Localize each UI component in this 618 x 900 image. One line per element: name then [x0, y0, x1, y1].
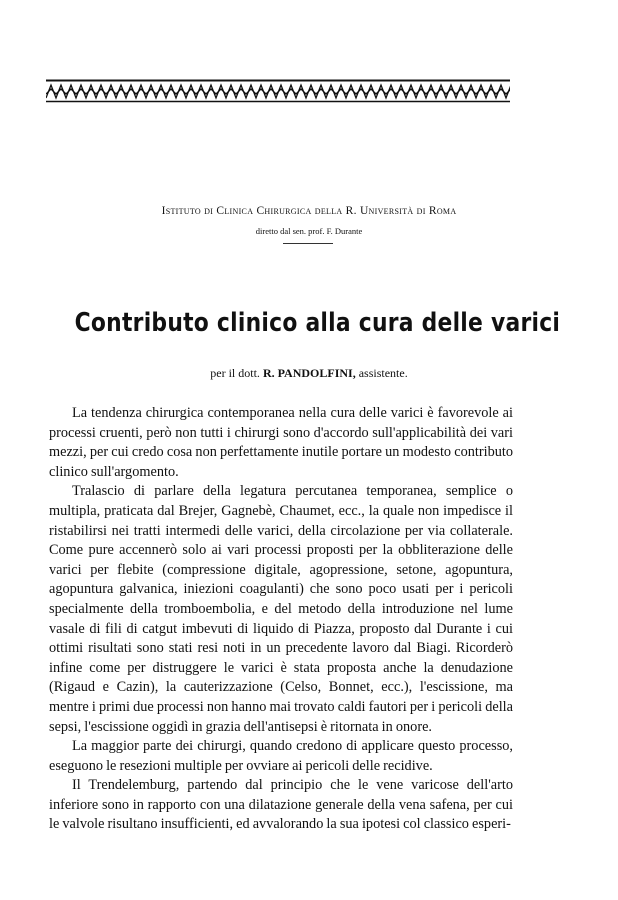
article-body — [49, 404, 513, 835]
institute-header: Istituto di Clinica Chirurgica della R. Università di Roma — [161, 205, 457, 217]
author-role: assistente. — [358, 366, 408, 380]
paragraph-2: Tralascio di parlare della legatura percutanea temporanea, semplice o multipla, praticata dal Brejer, Gagnebè, Chaumet, ecc., la quale non impedisce il ristabilirsi nei tratti intermedi delle varici, della circolazione per via collaterale. Come pure accennerò solo ai vari processi proposti per la obbliterazione delle varici per flebite (compressione digitale, agopressione, setone, agopuntura, agopuntura galvanica, iniezioni coagulanti) che sono poco usati per i pericoli specialmente della tromboembolia, e del metodo della introduzione nel lume vasale di fili di catgut imbevuti di liquido di Piazza, proposto dal Durante i cui ottimi risultati sono stati resi noti in un precedente lavoro dal Biagi. Ricorderò infine come per distruggere le varici è stata proposta anche la denudazione (Rigaud e Cazin), la cauterizzazione (Celso, Bonnet, ecc.), l'escissione, ma mentre i primi due processi non hanno mai trovato caldi fautori per i pericoli della sepsi, l'escissione oggidì in grazia dell'antisepsi è ritornata in onore. — [49, 483, 513, 735]
director-line: diretto dal sen. prof. F. Durante — [255, 226, 363, 236]
paragraph-3: La maggior parte dei chirurgi, quando credono di applicare questo processo, eseguono le resezioni multiple per ovviare ai pericoli delle recidive. — [49, 738, 513, 774]
author-line — [60, 366, 558, 381]
paragraph-4: Il Trendelemburg, partendo dal principio che le vene varicose dell'arto inferiore sono in rapporto con una dilatazione generale della vena safena, per cui le valvole risultano insufficienti, ed avvalorando la sua ipotesi col classico esperi- — [49, 777, 513, 833]
decorative-ornament-band — [46, 79, 510, 103]
author-name: R. PANDOLFINI, — [262, 366, 356, 380]
paragraph-1: La tendenza chirurgica contemporanea nella cura delle varici è favorevole ai processi cruenti, però non tutti i chirurgi sono d'accordo sull'applicabilità dei vari mezzi, per cui credo cosa non perfettamente inutile portare un modesto contributo clinico sull'argomento. — [49, 405, 513, 480]
divider-rule — [283, 243, 333, 244]
author-prefix: per il dott. — [210, 366, 260, 380]
article-title: Contributo clinico alla cura delle varici — [74, 308, 561, 338]
